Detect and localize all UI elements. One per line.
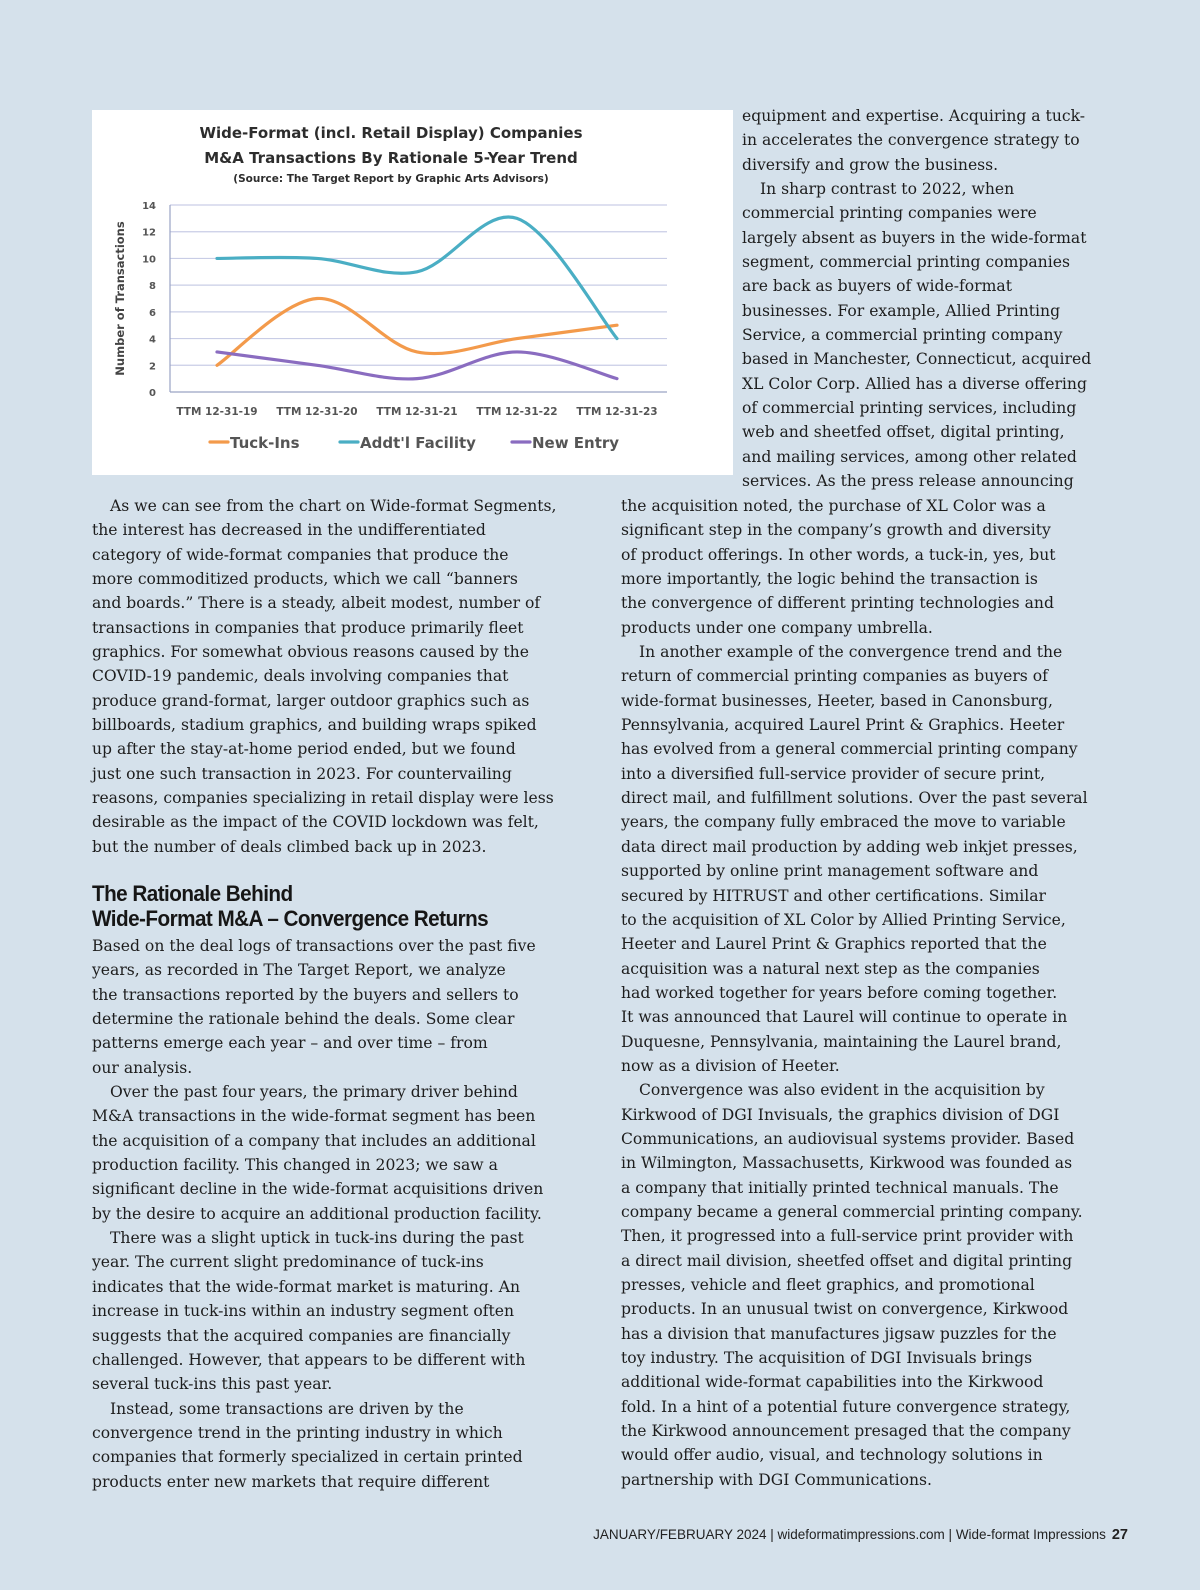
text-line: the Kirkwood announcement presaged that the company: [621, 1422, 1071, 1441]
text-line: and boards.” There is a steady, albeit modest, number of: [92, 594, 541, 613]
series-line-tuck-ins: [217, 298, 617, 365]
text-line: Kirkwood of DGI Invisuals, the graphics division of DGI: [621, 1105, 1060, 1124]
text-line: There was a slight uptick in tuck-ins during the past: [110, 1229, 524, 1248]
page-footer: [593, 1527, 1128, 1543]
text-line: of product offerings. In other words, a tuck-in, yes, but: [621, 545, 1056, 564]
text-line: Duquesne, Pennsylvania, maintaining the Laurel brand,: [621, 1032, 1062, 1051]
text-line: now as a division of Heeter.: [621, 1056, 840, 1075]
text-line: indicates that the wide-format market is maturing. An: [92, 1277, 521, 1296]
y-tick-label: 0: [149, 388, 156, 399]
text-line: products enter new markets that require different: [92, 1472, 490, 1491]
y-tick-label: 14: [142, 201, 156, 212]
y-tick-label: 10: [142, 254, 156, 266]
text-line: up after the stay-at-home period ended, but we found: [92, 740, 516, 759]
text-line: of commercial printing services, including: [742, 399, 1077, 418]
section-heading: [92, 881, 488, 931]
text-line: in accelerates the convergence strategy to: [742, 131, 1080, 150]
x-tick-label: TTM 12-31-23: [576, 406, 658, 418]
text-line: XL Color Corp. Allied has a diverse offering: [742, 374, 1087, 393]
text-line: In sharp contrast to 2022, when: [760, 180, 1015, 199]
text-line: As we can see from the chart on Wide-format Segments,: [110, 497, 557, 515]
chart-plot: [92, 110, 733, 475]
text-line: to the acquisition of XL Color by Allied Printing Service,: [621, 910, 1066, 929]
text-line: produce grand-format, larger outdoor graphics such as: [92, 691, 530, 710]
text-line: direct mail, and fulfillment solutions. Over the past several: [621, 789, 1088, 808]
text-line: significant decline in the wide-format acquisitions driven: [92, 1180, 544, 1199]
text-line: It was announced that Laurel will continue to operate in: [621, 1008, 1068, 1027]
text-line: segment, commercial printing companies: [742, 253, 1070, 272]
legend-label: Tuck-Ins: [230, 434, 300, 452]
text-line: supported by online print management software and: [621, 862, 1039, 881]
text-line: the transactions reported by the buyers and sellers to: [92, 985, 519, 1004]
text-line: toy industry. The acquisition of DGI Invisuals brings: [621, 1349, 1033, 1368]
article-column-right-bottom: [621, 494, 1088, 1492]
text-line: products under one company umbrella.: [621, 618, 933, 637]
section-heading-line: The Rationale Behind: [92, 881, 293, 906]
text-line: significant step in the company’s growth and diversity: [621, 521, 1051, 540]
x-tick-label: TTM 12-31-22: [476, 406, 558, 418]
legend-label: New Entry: [532, 434, 620, 452]
chart-title: Wide-Format (incl. Retail Display) Companies: [199, 124, 583, 142]
text-line: a direct mail division, sheetfed offset and digital printing: [621, 1251, 1073, 1270]
text-line: suggests that the acquired companies are financially: [92, 1326, 511, 1345]
text-line: patterns emerge each year – and over time – from: [92, 1034, 488, 1053]
text-line: in Wilmington, Massachusetts, Kirkwood was founded as: [621, 1154, 1073, 1173]
text-line: has a division that manufactures jigsaw puzzles for the: [621, 1324, 1057, 1343]
article-column-right-top: [742, 104, 1091, 494]
text-line: Then, it progressed into a full-service print provider with: [621, 1227, 1074, 1246]
text-line: convergence trend in the printing industry in which: [92, 1423, 503, 1442]
text-line: more importantly, the logic behind the transaction is: [621, 570, 1038, 589]
text-line: based in Manchester, Connecticut, acquired: [742, 350, 1092, 369]
text-line: reasons, companies specializing in retail display were less: [92, 789, 554, 808]
text-line: the acquisition noted, the purchase of XL Color was a: [621, 497, 1046, 515]
legend-label: Addt'l Facility: [360, 434, 476, 452]
text-line: secured by HITRUST and other certifications. Similar: [621, 886, 1046, 905]
text-line: are back as buyers of wide-format: [742, 277, 1012, 296]
text-line: and mailing services, among other related: [742, 447, 1077, 466]
text-line: would offer audio, visual, and technology solutions in: [621, 1446, 1043, 1465]
text-line: Communications, an audiovisual systems provider. Based: [621, 1129, 1075, 1148]
article-column-left-top: [92, 494, 557, 859]
text-line: desirable as the impact of the COVID lockdown was felt,: [92, 813, 539, 832]
text-line: category of wide-format companies that produce the: [92, 545, 509, 564]
text-line: more commoditized products, which we call “banners: [92, 570, 518, 589]
y-tick-label: 8: [149, 281, 156, 293]
text-line: In another example of the convergence trend and the: [639, 643, 1063, 662]
text-line: COVID-19 pandemic, deals involving companies that: [92, 667, 509, 686]
text-line: increase in tuck-ins within an industry segment often: [92, 1302, 515, 1321]
text-line: has evolved from a general commercial printing company: [621, 740, 1078, 759]
section-heading-line: Wide-Format M&A – Convergence Returns: [92, 906, 489, 931]
page-number: 27: [1111, 1527, 1128, 1543]
text-line: fold. In a hint of a potential future convergence strategy,: [621, 1397, 1071, 1416]
text-line: M&A transactions in the wide-format segment has been: [92, 1107, 536, 1126]
y-tick-label: 12: [142, 227, 156, 239]
text-line: company became a general commercial printing company.: [621, 1202, 1083, 1221]
y-tick-label: 6: [149, 307, 156, 319]
text-line: Convergence was also evident in the acquisition by: [639, 1081, 1045, 1100]
chart: [92, 110, 733, 475]
text-line: transactions in companies that produce primarily fleet: [92, 618, 524, 637]
footer-text: JANUARY/FEBRUARY 2024 | wideformatimpressions.com | Wide-format Impressions: [593, 1527, 1106, 1542]
chart-subtitle: M&A Transactions By Rationale 5-Year Trend: [204, 149, 578, 167]
series-line-addt-l-facility: [217, 217, 617, 339]
text-line: determine the rationale behind the deals. Some clear: [92, 1010, 515, 1029]
text-line: wide-format businesses, Heeter, based in Canonsburg,: [621, 691, 1053, 710]
article-column-left-bottom: [92, 934, 543, 1494]
text-line: diversify and grow the business.: [742, 155, 999, 174]
text-line: just one such transaction in 2023. For countervailing: [92, 764, 512, 783]
text-line: graphics. For somewhat obvious reasons caused by the: [92, 643, 529, 662]
text-line: the convergence of different printing technologies and: [621, 594, 1054, 613]
text-line: partnership with DGI Communications.: [621, 1470, 933, 1489]
text-line: businesses. For example, Allied Printing: [742, 301, 1061, 320]
text-line: year. The current slight predominance of tuck-ins: [92, 1253, 484, 1272]
text-line: Heeter and Laurel Print & Graphics reported that the: [621, 935, 1047, 954]
text-line: a company that initially printed technical manuals. The: [621, 1178, 1059, 1197]
text-line: data direct mail production by adding web inkjet presses,: [621, 837, 1078, 856]
x-tick-label: TTM 12-31-20: [276, 406, 358, 418]
text-line: largely absent as buyers in the wide-format: [742, 228, 1087, 247]
text-line: by the desire to acquire an additional production facility.: [92, 1204, 542, 1223]
text-line: products. In an unusual twist on convergence, Kirkwood: [621, 1300, 1069, 1319]
text-line: the acquisition of a company that includes an additional: [92, 1131, 536, 1150]
text-line: presses, vehicle and fleet graphics, and promotional: [621, 1276, 1035, 1294]
text-line: commercial printing companies were: [742, 204, 1037, 223]
text-line: years, the company fully embraced the move to variable: [621, 813, 1066, 832]
text-line: several tuck-ins this past year.: [92, 1375, 333, 1394]
text-line: challenged. However, that appears to be different with: [92, 1350, 526, 1369]
text-line: the interest has decreased in the undifferentiated: [92, 521, 486, 540]
text-line: Instead, some transactions are driven by the: [110, 1399, 464, 1418]
y-axis-label: Number of Transactions: [113, 221, 127, 376]
text-line: companies that formerly specialized in certain printed: [92, 1448, 523, 1467]
y-tick-label: 2: [149, 361, 156, 373]
x-tick-label: TTM 12-31-19: [176, 406, 258, 418]
text-line: equipment and expertise. Acquiring a tuck-: [742, 107, 1086, 125]
text-line: Service, a commercial printing company: [742, 326, 1063, 345]
text-line: billboards, stadium graphics, and building wraps spiked: [92, 716, 537, 735]
text-line: had worked together for years before coming together.: [621, 983, 1058, 1002]
x-tick-label: TTM 12-31-21: [376, 406, 458, 418]
text-line: Over the past four years, the primary driver behind: [110, 1083, 518, 1102]
text-line: acquisition was a natural next step as the companies: [621, 959, 1040, 978]
text-line: Based on the deal logs of transactions over the past five: [92, 937, 536, 955]
chart-source: (Source: The Target Report by Graphic Arts Advisors): [233, 173, 549, 185]
text-line: but the number of deals climbed back up in 2023.: [92, 837, 487, 856]
text-line: services. As the press release announcing: [742, 472, 1074, 491]
text-line: production facility. This changed in 2023; we saw a: [92, 1156, 498, 1175]
text-line: into a diversified full-service provider of secure print,: [621, 764, 1046, 783]
text-line: web and sheetfed offset, digital printing,: [742, 423, 1065, 442]
text-line: years, as recorded in The Target Report, we analyze: [92, 961, 506, 980]
text-line: our analysis.: [92, 1058, 193, 1077]
y-tick-label: 4: [149, 334, 156, 346]
text-line: additional wide-format capabilities into the Kirkwood: [621, 1373, 1044, 1392]
text-line: return of commercial printing companies as buyers of: [621, 667, 1048, 686]
text-line: Pennsylvania, acquired Laurel Print & Graphics. Heeter: [621, 716, 1065, 735]
